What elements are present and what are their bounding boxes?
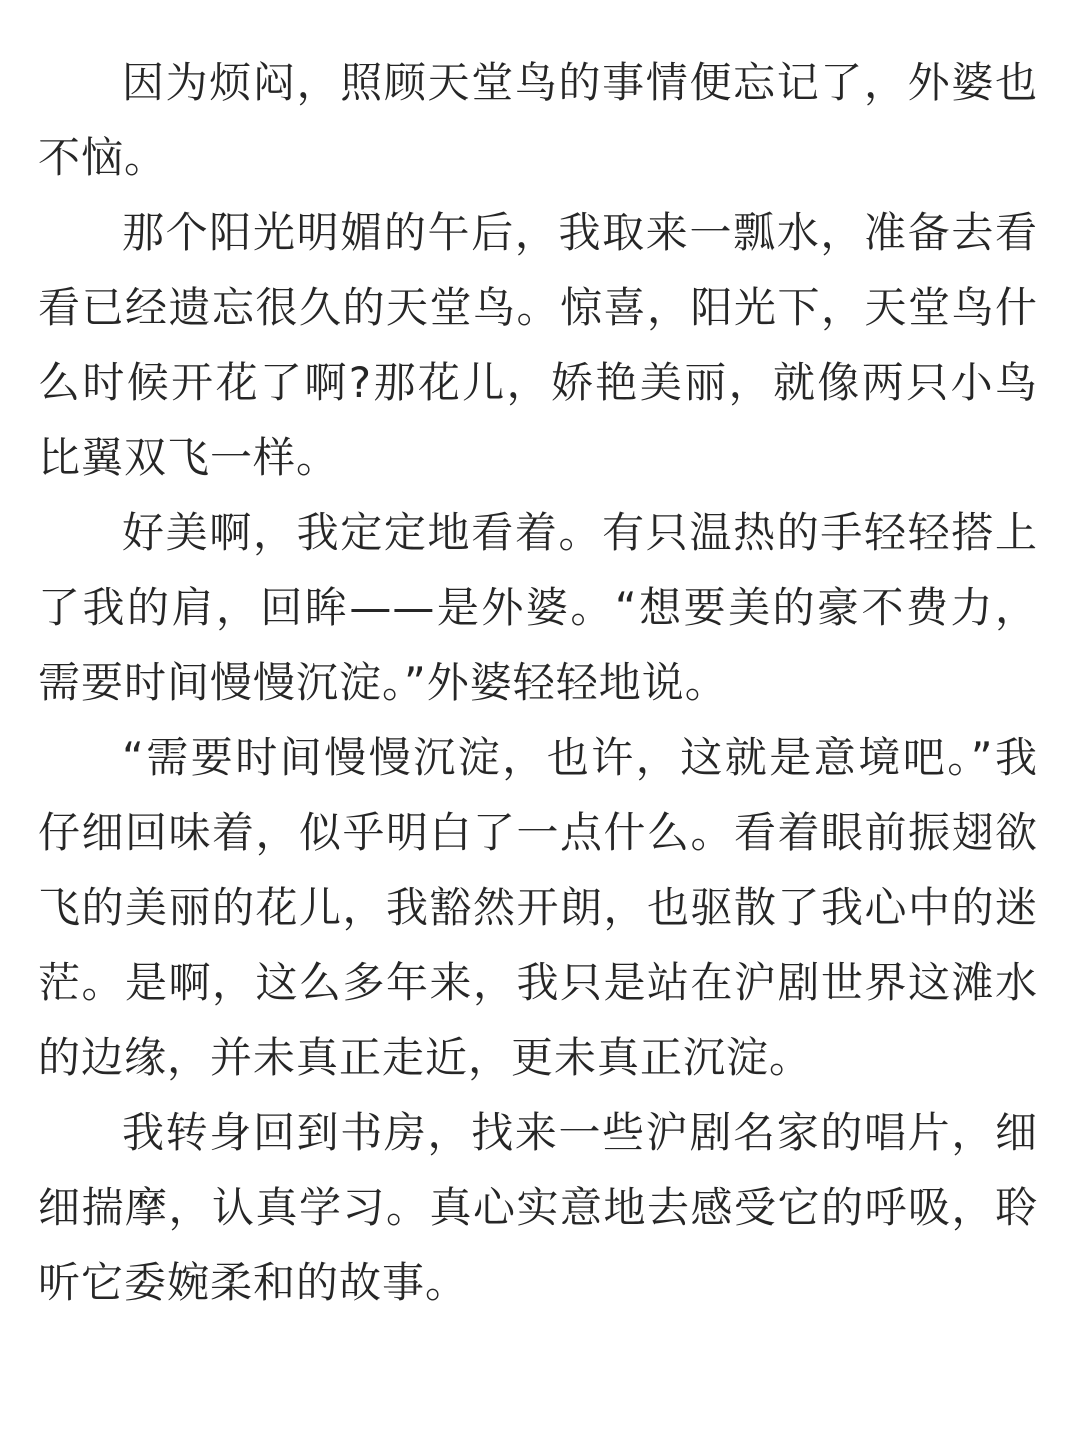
document-page: [38, 45, 1038, 1320]
paragraph-5: 我转身回到书房，找来一些沪剧名家的唱片，细细揣摩，认真学习。真心实意地去感受它的呼吸，聆听它委婉柔和的故事。: [38, 1108, 1038, 1307]
paragraph-1: 因为烦闷，照顾天堂鸟的事情便忘记了，外婆也不恼。: [38, 58, 1038, 182]
paragraph-3: 好美啊，我定定地看着。有只温热的手轻轻搭上了我的肩，回眸——是外婆。“想要美的豪不费力，需要时间慢慢沉淀。”外婆轻轻地说。: [38, 508, 1038, 707]
paragraph-4: “需要时间慢慢沉淀，也许，这就是意境吧。”我仔细回味着，似乎明白了一点什么。看着眼前振翅欲飞的美丽的花儿，我豁然开朗，也驱散了我心中的迷茫。是啊，这么多年来，我只是站在沪剧世界这滩水的边缘，并未真正走近，更未真正沉淀。: [38, 733, 1038, 1082]
paragraph-2: 那个阳光明媚的午后，我取来一瓢水，准备去看看已经遗忘很久的天堂鸟。惊喜，阳光下，天堂鸟什么时候开花了啊?那花儿，娇艳美丽，就像两只小鸟比翼双飞一样。: [38, 208, 1038, 482]
